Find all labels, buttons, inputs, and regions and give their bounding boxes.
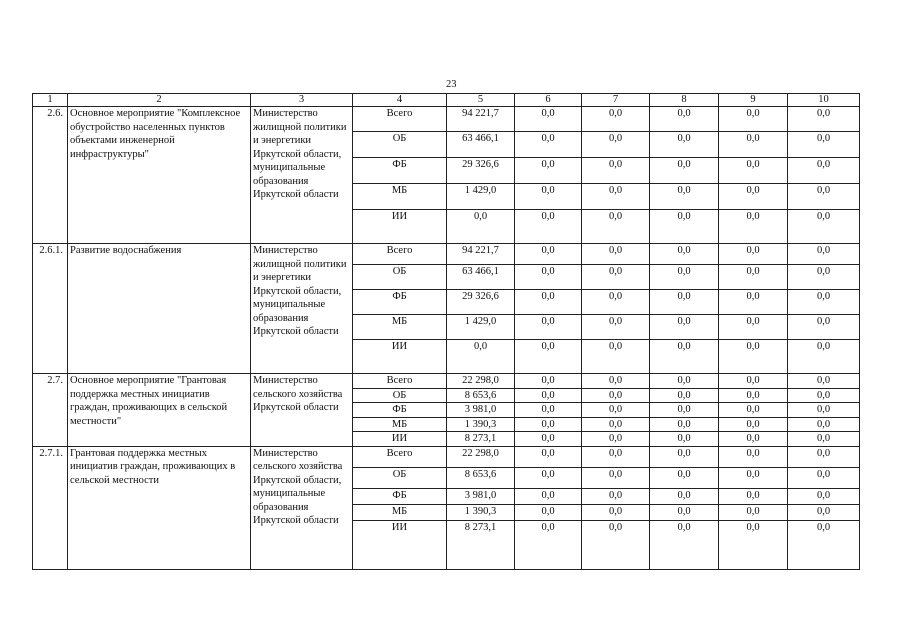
value-col-8: 0,0 — [650, 315, 719, 340]
table-row — [33, 107, 860, 132]
value-col-10: 0,0 — [788, 244, 860, 265]
value-col-9: 0,0 — [719, 403, 788, 418]
value-col-9: 0,0 — [719, 467, 788, 488]
value-col-8: 0,0 — [650, 467, 719, 488]
value-col-6: 0,0 — [515, 244, 582, 265]
header-cell: 1 — [33, 94, 68, 107]
header-cell: 6 — [515, 94, 582, 107]
value-col-10: 0,0 — [788, 107, 860, 132]
value-col-7: 0,0 — [582, 210, 650, 244]
funding-source: ФБ — [353, 488, 447, 504]
value-col-6: 0,0 — [515, 107, 582, 132]
value-col-7: 0,0 — [582, 504, 650, 520]
value-col-5: 8 273,1 — [447, 432, 515, 447]
value-col-8: 0,0 — [650, 417, 719, 432]
value-col-6: 0,0 — [515, 340, 582, 374]
section-executor: Министерство жилищной политики и энергетики Иркутской области, муниципальные образования Иркутской области — [251, 244, 353, 374]
value-col-5: 3 981,0 — [447, 403, 515, 418]
header-cell: 5 — [447, 94, 515, 107]
value-col-9: 0,0 — [719, 417, 788, 432]
funding-source: ФБ — [353, 158, 447, 184]
value-col-7: 0,0 — [582, 520, 650, 569]
value-col-9: 0,0 — [719, 315, 788, 340]
value-col-7: 0,0 — [582, 290, 650, 315]
value-col-10: 0,0 — [788, 488, 860, 504]
value-col-6: 0,0 — [515, 184, 582, 210]
funding-source: Всего — [353, 244, 447, 265]
funding-source: ФБ — [353, 403, 447, 418]
value-col-7: 0,0 — [582, 467, 650, 488]
value-col-9: 0,0 — [719, 158, 788, 184]
value-col-7: 0,0 — [582, 158, 650, 184]
value-col-6: 0,0 — [515, 446, 582, 467]
value-col-9: 0,0 — [719, 446, 788, 467]
value-col-6: 0,0 — [515, 504, 582, 520]
value-col-10: 0,0 — [788, 504, 860, 520]
value-col-8: 0,0 — [650, 374, 719, 389]
header-cell: 7 — [582, 94, 650, 107]
value-col-9: 0,0 — [719, 432, 788, 447]
funding-source: ИИ — [353, 340, 447, 374]
section-name: Основное мероприятие "Комплексное обустройство населенных пунктов объектами инженерной инфраструктуры" — [68, 107, 251, 244]
header-row — [33, 94, 860, 107]
funding-source: ОБ — [353, 467, 447, 488]
funding-source: Всего — [353, 374, 447, 389]
funding-source: ФБ — [353, 290, 447, 315]
funding-source: МБ — [353, 504, 447, 520]
funding-table — [32, 93, 860, 570]
value-col-7: 0,0 — [582, 244, 650, 265]
value-col-9: 0,0 — [719, 210, 788, 244]
value-col-7: 0,0 — [582, 417, 650, 432]
funding-source: ИИ — [353, 432, 447, 447]
value-col-7: 0,0 — [582, 488, 650, 504]
value-col-6: 0,0 — [515, 315, 582, 340]
value-col-9: 0,0 — [719, 340, 788, 374]
value-col-6: 0,0 — [515, 265, 582, 290]
value-col-6: 0,0 — [515, 467, 582, 488]
value-col-9: 0,0 — [719, 504, 788, 520]
funding-source: ОБ — [353, 132, 447, 158]
value-col-8: 0,0 — [650, 210, 719, 244]
value-col-7: 0,0 — [582, 340, 650, 374]
value-col-8: 0,0 — [650, 504, 719, 520]
value-col-5: 8 273,1 — [447, 520, 515, 569]
value-col-10: 0,0 — [788, 520, 860, 569]
value-col-10: 0,0 — [788, 158, 860, 184]
value-col-9: 0,0 — [719, 388, 788, 403]
value-col-5: 1 429,0 — [447, 184, 515, 210]
value-col-5: 0,0 — [447, 340, 515, 374]
value-col-5: 1 429,0 — [447, 315, 515, 340]
value-col-8: 0,0 — [650, 265, 719, 290]
section-executor: Министерство сельского хозяйства Иркутской области — [251, 374, 353, 447]
value-col-7: 0,0 — [582, 432, 650, 447]
value-col-7: 0,0 — [582, 388, 650, 403]
funding-source: ИИ — [353, 520, 447, 569]
table-row — [33, 446, 860, 467]
funding-source: ОБ — [353, 388, 447, 403]
page-number: 23 — [446, 79, 457, 90]
value-col-10: 0,0 — [788, 432, 860, 447]
table-row — [33, 244, 860, 265]
value-col-10: 0,0 — [788, 290, 860, 315]
value-col-5: 3 981,0 — [447, 488, 515, 504]
value-col-6: 0,0 — [515, 374, 582, 389]
funding-source: МБ — [353, 417, 447, 432]
value-col-9: 0,0 — [719, 520, 788, 569]
value-col-5: 94 221,7 — [447, 244, 515, 265]
value-col-10: 0,0 — [788, 340, 860, 374]
value-col-6: 0,0 — [515, 132, 582, 158]
value-col-9: 0,0 — [719, 488, 788, 504]
value-col-8: 0,0 — [650, 488, 719, 504]
section-name: Развитие водоснабжения — [68, 244, 251, 374]
value-col-10: 0,0 — [788, 374, 860, 389]
value-col-9: 0,0 — [719, 244, 788, 265]
header-cell: 3 — [251, 94, 353, 107]
value-col-10: 0,0 — [788, 388, 860, 403]
value-col-8: 0,0 — [650, 432, 719, 447]
value-col-5: 29 326,6 — [447, 158, 515, 184]
value-col-5: 1 390,3 — [447, 504, 515, 520]
value-col-10: 0,0 — [788, 315, 860, 340]
funding-source: МБ — [353, 184, 447, 210]
value-col-9: 0,0 — [719, 107, 788, 132]
value-col-6: 0,0 — [515, 290, 582, 315]
value-col-5: 63 466,1 — [447, 265, 515, 290]
funding-source: Всего — [353, 107, 447, 132]
value-col-8: 0,0 — [650, 290, 719, 315]
value-col-7: 0,0 — [582, 107, 650, 132]
value-col-8: 0,0 — [650, 244, 719, 265]
value-col-10: 0,0 — [788, 184, 860, 210]
value-col-5: 0,0 — [447, 210, 515, 244]
value-col-5: 8 653,6 — [447, 467, 515, 488]
value-col-5: 94 221,7 — [447, 107, 515, 132]
value-col-10: 0,0 — [788, 132, 860, 158]
value-col-7: 0,0 — [582, 132, 650, 158]
funding-source: ИИ — [353, 210, 447, 244]
value-col-5: 29 326,6 — [447, 290, 515, 315]
value-col-5: 8 653,6 — [447, 388, 515, 403]
header-cell: 8 — [650, 94, 719, 107]
section-executor: Министерство жилищной политики и энергетики Иркутской области, муниципальные образования Иркутской области — [251, 107, 353, 244]
section-code: 2.6. — [33, 107, 68, 244]
value-col-8: 0,0 — [650, 132, 719, 158]
value-col-10: 0,0 — [788, 265, 860, 290]
section-code: 2.7.1. — [33, 446, 68, 569]
value-col-5: 22 298,0 — [447, 446, 515, 467]
value-col-10: 0,0 — [788, 417, 860, 432]
value-col-6: 0,0 — [515, 520, 582, 569]
value-col-6: 0,0 — [515, 158, 582, 184]
value-col-6: 0,0 — [515, 388, 582, 403]
value-col-9: 0,0 — [719, 374, 788, 389]
value-col-7: 0,0 — [582, 374, 650, 389]
value-col-10: 0,0 — [788, 446, 860, 467]
funding-source: МБ — [353, 315, 447, 340]
section-executor: Министерство сельского хозяйства Иркутской области, муниципальные образования Иркутской области — [251, 446, 353, 569]
value-col-8: 0,0 — [650, 184, 719, 210]
value-col-9: 0,0 — [719, 132, 788, 158]
section-name: Основное мероприятие "Грантовая поддержка местных инициатив граждан, проживающих в сельской местности" — [68, 374, 251, 447]
value-col-5: 1 390,3 — [447, 417, 515, 432]
value-col-6: 0,0 — [515, 417, 582, 432]
value-col-8: 0,0 — [650, 107, 719, 132]
table-row — [33, 374, 860, 389]
value-col-6: 0,0 — [515, 403, 582, 418]
value-col-9: 0,0 — [719, 265, 788, 290]
section-name: Грантовая поддержка местных инициатив граждан, проживающих в сельской местности — [68, 446, 251, 569]
value-col-5: 22 298,0 — [447, 374, 515, 389]
value-col-7: 0,0 — [582, 265, 650, 290]
value-col-7: 0,0 — [582, 446, 650, 467]
value-col-6: 0,0 — [515, 488, 582, 504]
value-col-5: 63 466,1 — [447, 132, 515, 158]
value-col-6: 0,0 — [515, 210, 582, 244]
header-cell: 10 — [788, 94, 860, 107]
value-col-8: 0,0 — [650, 520, 719, 569]
section-code: 2.7. — [33, 374, 68, 447]
value-col-8: 0,0 — [650, 403, 719, 418]
value-col-8: 0,0 — [650, 340, 719, 374]
value-col-10: 0,0 — [788, 467, 860, 488]
value-col-9: 0,0 — [719, 290, 788, 315]
value-col-10: 0,0 — [788, 403, 860, 418]
header-cell: 2 — [68, 94, 251, 107]
value-col-8: 0,0 — [650, 446, 719, 467]
header-cell: 4 — [353, 94, 447, 107]
value-col-7: 0,0 — [582, 315, 650, 340]
value-col-7: 0,0 — [582, 403, 650, 418]
value-col-8: 0,0 — [650, 388, 719, 403]
funding-source: ОБ — [353, 265, 447, 290]
funding-source: Всего — [353, 446, 447, 467]
section-code: 2.6.1. — [33, 244, 68, 374]
value-col-10: 0,0 — [788, 210, 860, 244]
value-col-7: 0,0 — [582, 184, 650, 210]
value-col-9: 0,0 — [719, 184, 788, 210]
header-cell: 9 — [719, 94, 788, 107]
value-col-8: 0,0 — [650, 158, 719, 184]
value-col-6: 0,0 — [515, 432, 582, 447]
